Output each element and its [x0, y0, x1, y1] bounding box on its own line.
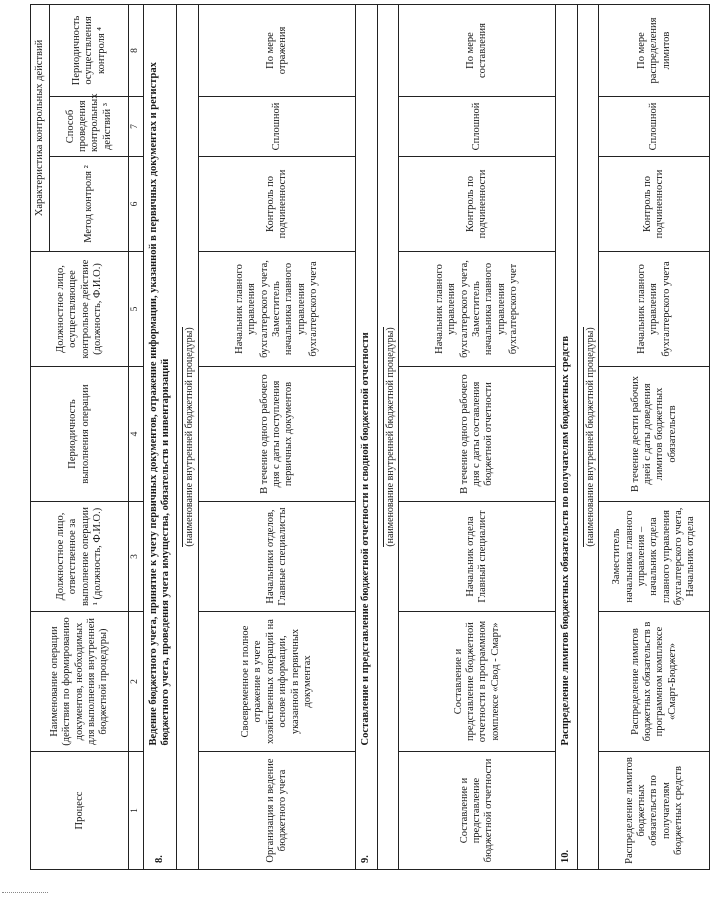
header-row-top [31, 4, 50, 869]
section-header-9 [356, 4, 377, 869]
col-number: 4 [129, 367, 143, 502]
col-number: 6 [129, 157, 143, 252]
cell-process: Распределение лимитов бюджетных обязательств по получателям бюджетных средств [599, 752, 710, 870]
col-number: 2 [129, 612, 143, 752]
cell-operation: Своевременное и полное отражение в учете хозяйственных операций на основе информации, указанной в первичных документах [199, 612, 356, 752]
table-row [599, 4, 710, 869]
section-header-8 [143, 4, 177, 869]
header-periodicity: Периодичность выполнения операции [31, 367, 129, 502]
cell-periodicity: В течение десяти рабочих дней с даты доведения лимитов бюджетных обязательств [599, 367, 710, 502]
section-number: 9. [356, 752, 377, 870]
section-header-10 [556, 4, 577, 869]
cell-method: Контроль по подчиненности [399, 157, 556, 252]
section-subtitle-row [377, 4, 399, 869]
column-numbers-row [129, 4, 143, 869]
header-responsible: Должностное лицо, ответственное за выполнение операции ¹ (должность, Ф.И.О.) [31, 502, 129, 612]
cell-periodicity: В течение одного рабочего дня с даты составления бюджетной отчетности [399, 367, 556, 502]
cell-control-periodicity: По мере распределения лимитов [599, 4, 710, 96]
cell-control-periodicity: По мере отражения [199, 4, 356, 96]
header-process: Процесс [31, 752, 129, 870]
section-title: Составление и представление бюджетной отчетности и сводной бюджетной отчетности [356, 4, 377, 751]
section-subtitle-row [577, 4, 599, 869]
cell-controller: Начальник главного управления бухгалтерского учета, Заместитель начальника главного управления бухгалтерского учет [399, 252, 556, 367]
section-title: Распределение лимитов бюджетных обязательств по получателям бюджетных средств [556, 4, 577, 751]
cell-controller: Начальник главного управления бухгалтерского учета [599, 252, 710, 367]
section-subtitle: (наименование внутренней бюджетной процедуры) [177, 4, 199, 869]
cell-process: Составление и представление бюджетной отчетности [399, 752, 556, 870]
cell-control-periodicity: По мере составления [399, 4, 556, 96]
col-number: 7 [129, 97, 143, 157]
cell-method: Контроль по подчиненности [599, 157, 710, 252]
cell-method: Контроль по подчиненности [199, 157, 356, 252]
cell-operation: Распределение лимитов бюджетных обязательств в программном комплексе «Смарт-Бюджет» [599, 612, 710, 752]
scan-edge-mark [2, 892, 48, 893]
rotated-table-wrapper [30, 5, 697, 870]
table-row [399, 4, 556, 869]
cell-responsible: Начальник отдела Главный специалист [399, 502, 556, 612]
header-controller: Должностное лицо, осуществляющее контрольное действие (должность, Ф.И.О.) [31, 252, 129, 367]
header-operation: Наименование операции (действия по формированию документов, необходимых для выполнения внутренней бюджетной процедуры) [31, 612, 129, 752]
section-subtitle-row [177, 4, 199, 869]
cell-periodicity: В течение одного рабочего дня с даты поступления первичных документов [199, 367, 356, 502]
cell-responsible: Начальники отделов, Главные специалисты [199, 502, 356, 612]
section-number: 8. [143, 752, 177, 870]
col-number: 5 [129, 252, 143, 367]
col-number: 1 [129, 752, 143, 870]
cell-process: Организация и ведение бюджетного учета [199, 752, 356, 870]
table-row [199, 4, 356, 869]
header-control-group: Характеристика контрольных действий [31, 4, 50, 251]
cell-way: Сплошной [199, 97, 356, 157]
section-subtitle: (наименование внутренней бюджетной процедуры) [577, 4, 599, 869]
header-method: Метод контроля ² [50, 157, 129, 252]
cell-way: Сплошной [399, 97, 556, 157]
cell-responsible: Заместитель начальника главного управления – начальник отдела главного управления бухгалтерского учета, Начальник отдела [599, 502, 710, 612]
header-control-periodicity: Периодичность осуществления контроля ⁴ [50, 4, 129, 96]
section-title: Ведение бюджетного учета, принятие к учету первичных документов, отражение информации, указанной в первичных документах и регистрах бюджетного учета, проведения учета имущества, обязательств и инвентаризаций [143, 4, 177, 751]
section-number: 10. [556, 752, 577, 870]
control-actions-table [30, 4, 710, 870]
section-subtitle: (наименование внутренней бюджетной процедуры) [377, 4, 399, 869]
cell-operation: Составление и представление бюджетной отчетности в программном комплексе «Свод - Смарт» [399, 612, 556, 752]
cell-controller: Начальник главного управления бухгалтерского учета, Заместитель начальника главного управления бухгалтерского учета [199, 252, 356, 367]
header-way: Способ проведения контрольных действий ³ [50, 97, 129, 157]
col-number: 3 [129, 502, 143, 612]
col-number: 8 [129, 4, 143, 96]
cell-way: Сплошной [599, 97, 710, 157]
